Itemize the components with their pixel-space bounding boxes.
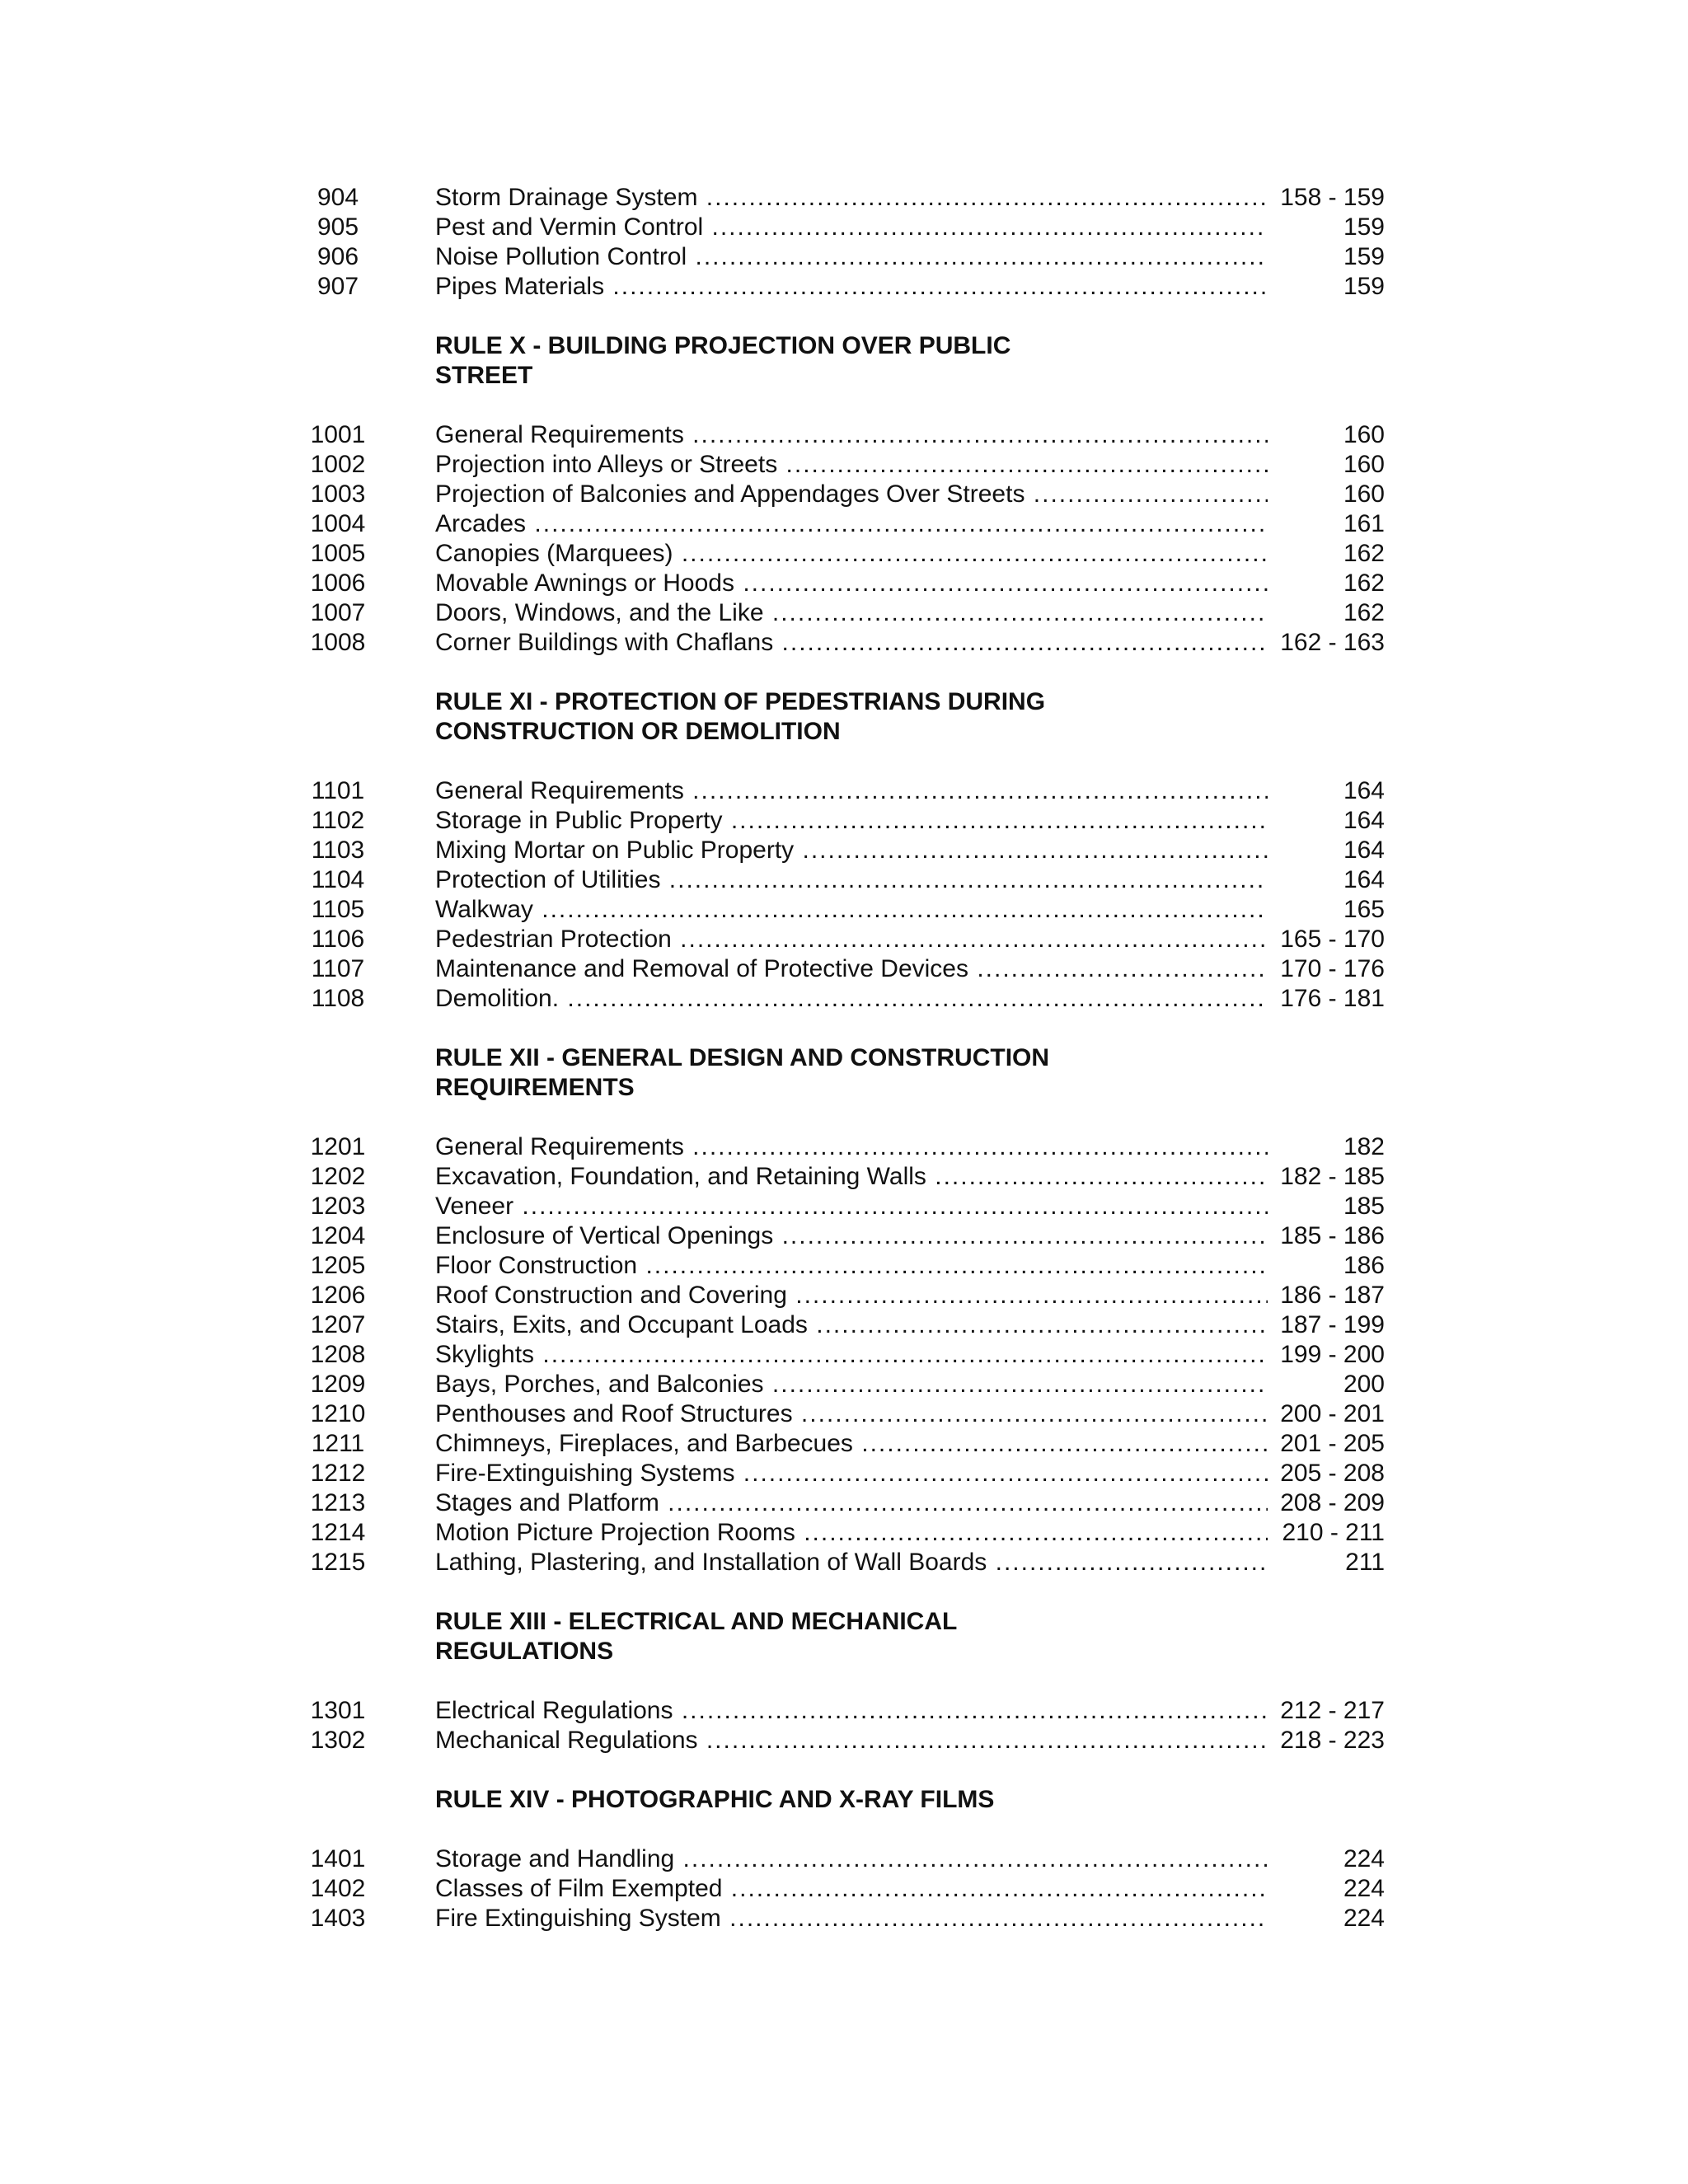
section-number: 1205 xyxy=(310,1252,366,1279)
page-range: 199 - 200 xyxy=(1280,1341,1385,1368)
rule-heading xyxy=(435,687,1095,747)
section-title: Veneer ..... xyxy=(435,1192,1268,1221)
section-number: 1212 xyxy=(310,1460,366,1487)
rule-heading-line: RULE XII - GENERAL DESIGN AND CONSTRUCTION xyxy=(435,1044,1050,1071)
section-title: Lathing, Plastering, and Installation of Wall Boards ..... xyxy=(435,1548,1268,1577)
toc-entry xyxy=(297,1192,1385,1221)
toc-entry xyxy=(297,1488,1385,1518)
rule-heading-line: RULE XIII - ELECTRICAL AND MECHANICAL xyxy=(435,1608,958,1635)
page-range: 187 - 199 xyxy=(1280,1311,1385,1338)
page-range: 162 xyxy=(1343,540,1385,567)
toc-entry xyxy=(297,954,1385,984)
page-range: 224 xyxy=(1343,1875,1385,1902)
section-number: 1005 xyxy=(310,540,366,567)
page-range: 201 - 205 xyxy=(1280,1430,1385,1457)
section-number: 1203 xyxy=(310,1193,366,1220)
page-range: 161 xyxy=(1343,510,1385,537)
section-number: 1204 xyxy=(310,1222,366,1249)
section-number: 1001 xyxy=(310,421,366,448)
rule-heading-line: STREET xyxy=(435,362,533,389)
section-title: General Requirements ..... xyxy=(435,420,1268,450)
section-number: 1401 xyxy=(310,1845,366,1872)
section-title: Pest and Vermin Control ..... xyxy=(435,213,1268,242)
toc-entry xyxy=(297,984,1385,1014)
toc-entry xyxy=(297,895,1385,925)
toc-entry xyxy=(297,1459,1385,1488)
section-title: Canopies (Marquees) ..... xyxy=(435,539,1268,569)
section-number: 1302 xyxy=(310,1727,366,1754)
section-number: 907 xyxy=(316,273,359,300)
page-range: 158 - 159 xyxy=(1280,184,1385,211)
page-range: 208 - 209 xyxy=(1280,1489,1385,1516)
page-range: 162 - 163 xyxy=(1280,629,1385,656)
section-title: Electrical Regulations ..... xyxy=(435,1696,1268,1726)
section-number: 1210 xyxy=(310,1400,366,1427)
toc-entry xyxy=(297,1399,1385,1429)
toc-entry xyxy=(297,1251,1385,1281)
section-number: 1201 xyxy=(310,1133,366,1160)
section-title: Floor Construction ..... xyxy=(435,1251,1268,1281)
section-title: Pedestrian Protection ..... xyxy=(435,925,1268,954)
section-title: Projection of Balconies and Appendages Over Streets ..... xyxy=(435,480,1268,509)
section-title: Storage and Handling ..... xyxy=(435,1844,1268,1874)
rule-heading-line: REGULATIONS xyxy=(435,1638,614,1665)
section-number: 1003 xyxy=(310,480,366,508)
page-range: 182 xyxy=(1343,1133,1385,1160)
section-title: Projection into Alleys or Streets ..... xyxy=(435,450,1268,480)
page-range: 162 xyxy=(1343,599,1385,626)
rule-heading xyxy=(435,1607,1095,1666)
section-title: Protection of Utilities ..... xyxy=(435,865,1268,895)
section-title: Movable Awnings or Hoods ..... xyxy=(435,569,1268,598)
section-number: 906 xyxy=(316,243,359,270)
toc-entry xyxy=(297,183,1385,213)
rule-heading-line: RULE XI - PROTECTION OF PEDESTRIANS DURING xyxy=(435,688,1046,715)
section-number: 1209 xyxy=(310,1371,366,1398)
toc-entry xyxy=(297,272,1385,302)
section-title: Fire-Extinguishing Systems ..... xyxy=(435,1459,1268,1488)
section-title: Skylights ..... xyxy=(435,1340,1268,1370)
section-number: 1208 xyxy=(310,1341,366,1368)
page-range: 160 xyxy=(1343,480,1385,508)
section-number: 1107 xyxy=(311,955,365,982)
page-range: 200 - 201 xyxy=(1280,1400,1385,1427)
section-number: 1213 xyxy=(310,1489,366,1516)
page-range: 159 xyxy=(1343,273,1385,300)
section-title: Storage in Public Property ..... xyxy=(435,806,1268,836)
section-title: Arcades ..... xyxy=(435,509,1268,539)
section-number: 1103 xyxy=(311,837,365,864)
page-range: 160 xyxy=(1343,421,1385,448)
page-range: 224 xyxy=(1343,1905,1385,1932)
toc-entry xyxy=(297,480,1385,509)
page-range: 182 - 185 xyxy=(1280,1163,1385,1190)
section-title: Classes of Film Exempted ..... xyxy=(435,1874,1268,1904)
section-number: 1403 xyxy=(310,1905,366,1932)
page-range: 159 xyxy=(1343,213,1385,241)
page-range: 218 - 223 xyxy=(1280,1727,1385,1754)
section-title: Storm Drainage System ..... xyxy=(435,183,1268,213)
section-number: 1301 xyxy=(310,1697,366,1724)
page-range: 164 xyxy=(1343,777,1385,804)
toc-entry xyxy=(297,450,1385,480)
rule-heading-line: CONSTRUCTION OR DEMOLITION xyxy=(435,718,841,745)
page-range: 164 xyxy=(1343,807,1385,834)
section-title: Corner Buildings with Chaflans ..... xyxy=(435,628,1268,658)
toc-entry xyxy=(297,1874,1385,1904)
section-number: 1006 xyxy=(310,569,366,597)
toc-entry xyxy=(297,1904,1385,1933)
toc-entry xyxy=(297,509,1385,539)
section-number: 1214 xyxy=(310,1519,366,1546)
rule-heading xyxy=(435,331,1095,391)
section-number: 1108 xyxy=(311,985,365,1012)
toc-entry xyxy=(297,1844,1385,1874)
section-number: 1207 xyxy=(310,1311,366,1338)
page-range: 159 xyxy=(1343,243,1385,270)
page-range: 224 xyxy=(1343,1845,1385,1872)
rule-heading-line: RULE XIV - PHOTOGRAPHIC AND X-RAY FILMS xyxy=(435,1786,995,1813)
page-range: 210 - 211 xyxy=(1282,1519,1385,1546)
toc-entry xyxy=(297,776,1385,806)
page-range: 200 xyxy=(1343,1371,1385,1398)
section-number: 1002 xyxy=(310,451,366,478)
section-title: Bays, Porches, and Balconies ..... xyxy=(435,1370,1268,1399)
rule-heading-line: RULE X - BUILDING PROJECTION OVER PUBLIC xyxy=(435,332,1011,359)
toc-entry xyxy=(297,213,1385,242)
toc-entry xyxy=(297,420,1385,450)
page-range: 176 - 181 xyxy=(1280,985,1385,1012)
section-number: 905 xyxy=(316,213,359,241)
section-title: Excavation, Foundation, and Retaining Walls ..... xyxy=(435,1162,1268,1192)
toc-entry xyxy=(297,539,1385,569)
toc-entry xyxy=(297,1310,1385,1340)
page-range: 160 xyxy=(1343,451,1385,478)
section-title: Mechanical Regulations ..... xyxy=(435,1726,1268,1755)
section-number: 1402 xyxy=(310,1875,366,1902)
section-title: General Requirements ..... xyxy=(435,1132,1268,1162)
page-range: 164 xyxy=(1343,866,1385,893)
toc-entry xyxy=(297,1429,1385,1459)
section-title: Enclosure of Vertical Openings ..... xyxy=(435,1221,1268,1251)
section-number: 1007 xyxy=(310,599,366,626)
section-title: Motion Picture Projection Rooms ..... xyxy=(435,1518,1268,1548)
toc-entry xyxy=(297,925,1385,954)
page-range: 185 xyxy=(1343,1193,1385,1220)
section-number: 1102 xyxy=(311,807,365,834)
section-title: Doors, Windows, and the Like ..... xyxy=(435,598,1268,628)
section-number: 1202 xyxy=(310,1163,366,1190)
toc-entry xyxy=(297,1518,1385,1548)
toc-entry xyxy=(297,1221,1385,1251)
toc-entry xyxy=(297,1132,1385,1162)
toc-entry xyxy=(297,1696,1385,1726)
page-range: 212 - 217 xyxy=(1280,1697,1385,1724)
section-title: Mixing Mortar on Public Property ..... xyxy=(435,836,1268,865)
page-range: 186 xyxy=(1343,1252,1385,1279)
toc-entry xyxy=(297,1726,1385,1755)
rule-heading-line: REQUIREMENTS xyxy=(435,1074,635,1101)
section-title: Fire Extinguishing System ..... xyxy=(435,1904,1268,1933)
page-range: 186 - 187 xyxy=(1280,1282,1385,1309)
section-title: Chimneys, Fireplaces, and Barbecues ..... xyxy=(435,1429,1268,1459)
toc-entry xyxy=(297,1548,1385,1577)
toc-entry xyxy=(297,1162,1385,1192)
page-range: 211 xyxy=(1345,1549,1385,1576)
section-number: 1215 xyxy=(310,1549,366,1576)
section-number: 1106 xyxy=(311,926,365,953)
toc-entry xyxy=(297,1281,1385,1310)
toc-entry xyxy=(297,598,1385,628)
toc-entry xyxy=(297,628,1385,658)
section-title: Noise Pollution Control ..... xyxy=(435,242,1268,272)
section-title: Maintenance and Removal of Protective Devices ..... xyxy=(435,954,1268,984)
section-title: Penthouses and Roof Structures ..... xyxy=(435,1399,1268,1429)
section-title: Roof Construction and Covering ..... xyxy=(435,1281,1268,1310)
section-number: 1206 xyxy=(310,1282,366,1309)
page-range: 170 - 176 xyxy=(1280,955,1385,982)
section-number: 1004 xyxy=(310,510,366,537)
section-title: Walkway ..... xyxy=(435,895,1268,925)
section-title: General Requirements ..... xyxy=(435,776,1268,806)
page-range: 164 xyxy=(1343,837,1385,864)
toc-entry xyxy=(297,806,1385,836)
rule-heading xyxy=(435,1043,1095,1103)
section-number: 1105 xyxy=(311,896,365,923)
rule-heading xyxy=(435,1785,1095,1815)
page-range: 185 - 186 xyxy=(1280,1222,1385,1249)
toc-entry xyxy=(297,865,1385,895)
page-range: 205 - 208 xyxy=(1280,1460,1385,1487)
table-of-contents xyxy=(297,183,1385,1933)
page-range: 162 xyxy=(1343,569,1385,597)
toc-entry xyxy=(297,836,1385,865)
section-title: Demolition. ..... xyxy=(435,984,1268,1014)
toc-entry xyxy=(297,1340,1385,1370)
page-range: 165 xyxy=(1343,896,1385,923)
section-number: 1101 xyxy=(311,777,365,804)
section-number: 1008 xyxy=(310,629,366,656)
toc-entry xyxy=(297,242,1385,272)
section-number: 1104 xyxy=(311,866,365,893)
toc-entry xyxy=(297,1370,1385,1399)
section-title: Stairs, Exits, and Occupant Loads ..... xyxy=(435,1310,1268,1340)
section-title: Stages and Platform ..... xyxy=(435,1488,1268,1518)
section-title: Pipes Materials ..... xyxy=(435,272,1268,302)
section-number: 1211 xyxy=(311,1430,365,1457)
toc-entry xyxy=(297,569,1385,598)
page-range: 165 - 170 xyxy=(1280,926,1385,953)
section-number: 904 xyxy=(316,184,359,211)
